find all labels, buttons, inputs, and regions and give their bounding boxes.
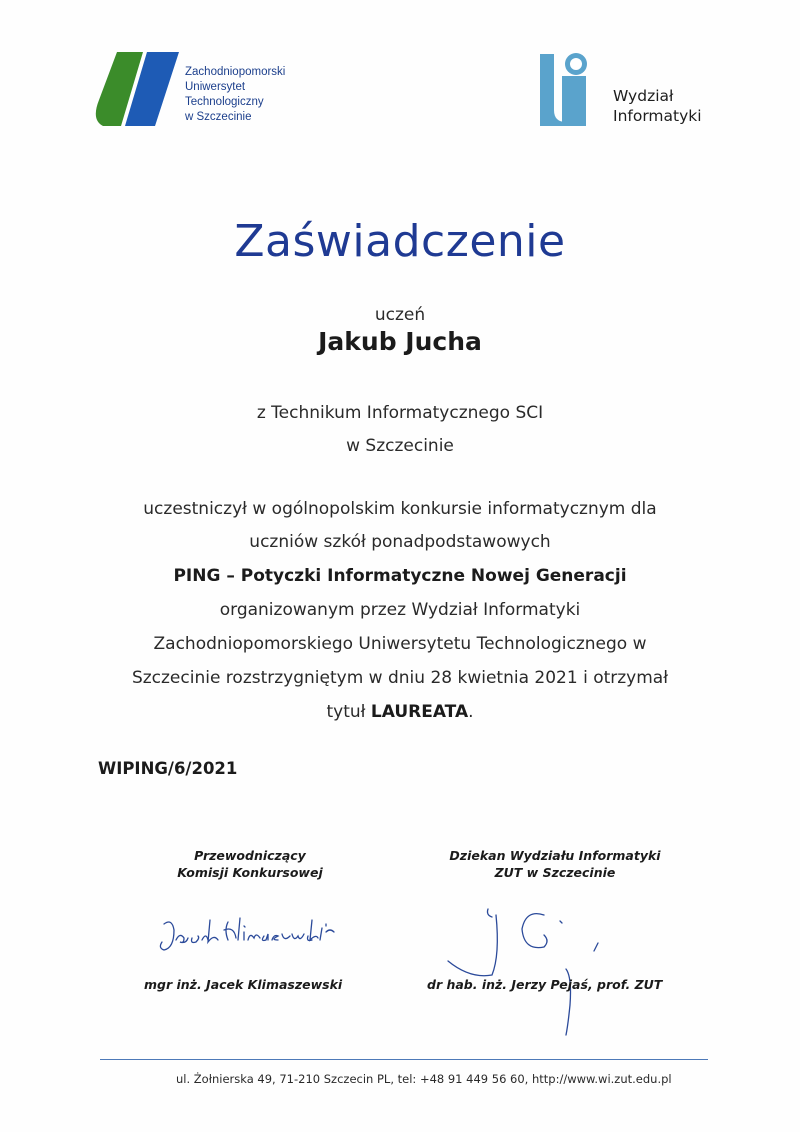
recipient-role: uczeń — [374, 305, 426, 325]
left-role-line1: Przewodniczący — [194, 848, 306, 863]
university-name-line4: w Szczecinie — [185, 111, 252, 123]
faculty-logo — [538, 52, 738, 132]
left-signer-name: mgr inż. Jacek Klimaszewski — [144, 977, 343, 992]
award-line — [0, 702, 800, 722]
university-logo — [95, 50, 385, 130]
school-line-1: z Technikum Informatycznego SCI — [256, 403, 544, 423]
footer-divider — [100, 1059, 708, 1060]
right-role-line2: ZUT w Szczecinie — [494, 865, 616, 880]
body-line-2: uczniów szkół ponadpodstawowych — [249, 532, 551, 552]
left-handwritten-signature — [150, 910, 350, 960]
university-name-line2: Uniwersytet — [185, 81, 246, 93]
school-line-2: w Szczecinie — [346, 436, 454, 456]
certificate-number: WIPING/6/2021 — [98, 759, 238, 778]
right-signatory-role — [420, 847, 690, 881]
contest-name: PING – Potyczki Informatyczne Nowej Generacji — [173, 566, 627, 586]
body-line-1: uczestniczył w ogólnopolskim konkursie informatycznym dla — [143, 499, 657, 519]
certificate-title: Zaświadczenie — [234, 216, 566, 267]
university-name-line3: Technologiczny — [185, 96, 264, 108]
body-line-3: organizowanym przez Wydział Informatyki — [219, 600, 581, 620]
university-name-line1: Zachodniopomorski — [185, 66, 286, 78]
zut-emblem-icon — [95, 50, 183, 130]
right-handwritten-signature — [440, 895, 620, 1045]
right-signer-name: dr hab. inż. Jerzy Pejaś, prof. ZUT — [427, 977, 663, 992]
faculty-name-line2: Informatyki — [613, 107, 702, 125]
award-prefix: tytuł — [326, 702, 371, 722]
right-role-line1: Dziekan Wydziału Informatyki — [449, 848, 661, 863]
recipient-name: Jakub Jucha — [318, 327, 482, 356]
footer-contact: ul. Żołnierska 49, 71-210 Szczecin PL, tel: +48 91 449 56 60, http://www.wi.zut.edu.pl — [176, 1072, 672, 1086]
faculty-name — [613, 86, 702, 126]
left-role-line2: Komisji Konkursowej — [177, 865, 323, 880]
left-signatory-role — [150, 847, 350, 881]
body-line-5: Szczecinie rozstrzygniętym w dniu 28 kwietnia 2021 i otrzymał — [131, 668, 669, 688]
university-name — [185, 65, 285, 125]
faculty-i-icon — [538, 52, 610, 128]
faculty-name-line1: Wydział — [613, 87, 674, 105]
award-suffix: . — [468, 702, 474, 722]
body-line-4: Zachodniopomorskiego Uniwersytetu Technologicznego w — [153, 634, 647, 654]
award-title: LAUREATA — [370, 702, 469, 722]
